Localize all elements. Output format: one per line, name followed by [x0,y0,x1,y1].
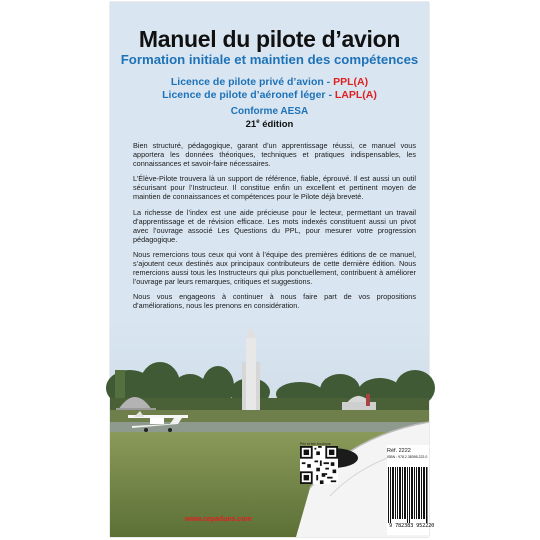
edition-label [110,119,429,130]
licence-ppl-text: Licence de pilote privé d’avion - [170,76,334,88]
edition-number: 21 [245,119,257,131]
qr-caption: Prix et lien boutique [300,442,331,446]
licence-lapl [110,89,429,101]
barcode-icon [388,467,428,523]
paragraph: Bien structuré, pédagogique, garant d’un apprentissage réussi, ce manuel vous apportera les données théoriques, techniques et pratiques indispensables, les connaissances et savoir-faire nécessaires. [133,141,416,169]
paragraph: Nous remercions tous ceux qui vont à l’équipe des premières éditions de ce manuel, s’ajoutent ceux destinés aux principaux contributeurs de cette dernière édition. Nous remercions aussi tous les Instructeurs qui plus ponctuellement, contribuent à améliorer l’ouvrage par leurs remarques, critiques et suggestions. [133,249,416,287]
paragraph: La richesse de l’index est une aide précieuse pour le lecteur, permettant un travail d’apprentissage et de révision efficace. Les mots indexés constituent aussi un pivot avec l’ouvrage associé Les Questions du PPL, pour mesurer votre progression pédagogique. [133,207,416,244]
barcode-box [387,445,435,535]
paragraph: L’Élève-Pilote trouvera là un support de référence, fiable, éprouvé. Il est aussi un outil sécurisant pour l’Instructeur. Il constitue enfin un excellent et pertinent moyen de maintien de connaissances et compétences pour le Pilote déjà breveté. [133,174,416,202]
edition-text: édition [259,119,294,131]
licence-ppl [110,76,429,88]
paragraph: Nous vous engageons à continuer à nous faire part de vos propositions d’améliorations, nous les prenons en considération. [133,292,416,311]
reference-number: Réf. 2222 [387,448,411,454]
conformity-label: Conforme AESA [230,106,309,117]
airfield-photo [110,318,429,537]
licence-lapl-text: Licence de pilote d’aéronef léger - [162,89,335,101]
licence-ppl-code: PPL(A) [333,76,369,88]
isbn-number: ISBN : 978.2.38395.222.0 [387,455,428,459]
edition-suffix: e [256,119,260,125]
book-subtitle: Formation initiale et maintien des compétences [120,52,419,67]
book-back-cover [110,2,435,537]
licence-lapl-code: LAPL(A) [334,89,377,101]
publisher-website[interactable]: www.cepadues.com [185,516,252,523]
description-body [133,141,416,317]
book-title: Manuel du pilote d’avion [138,26,401,52]
barcode-digits: 9 782383 952220 [389,523,435,529]
qr-code [300,446,338,484]
